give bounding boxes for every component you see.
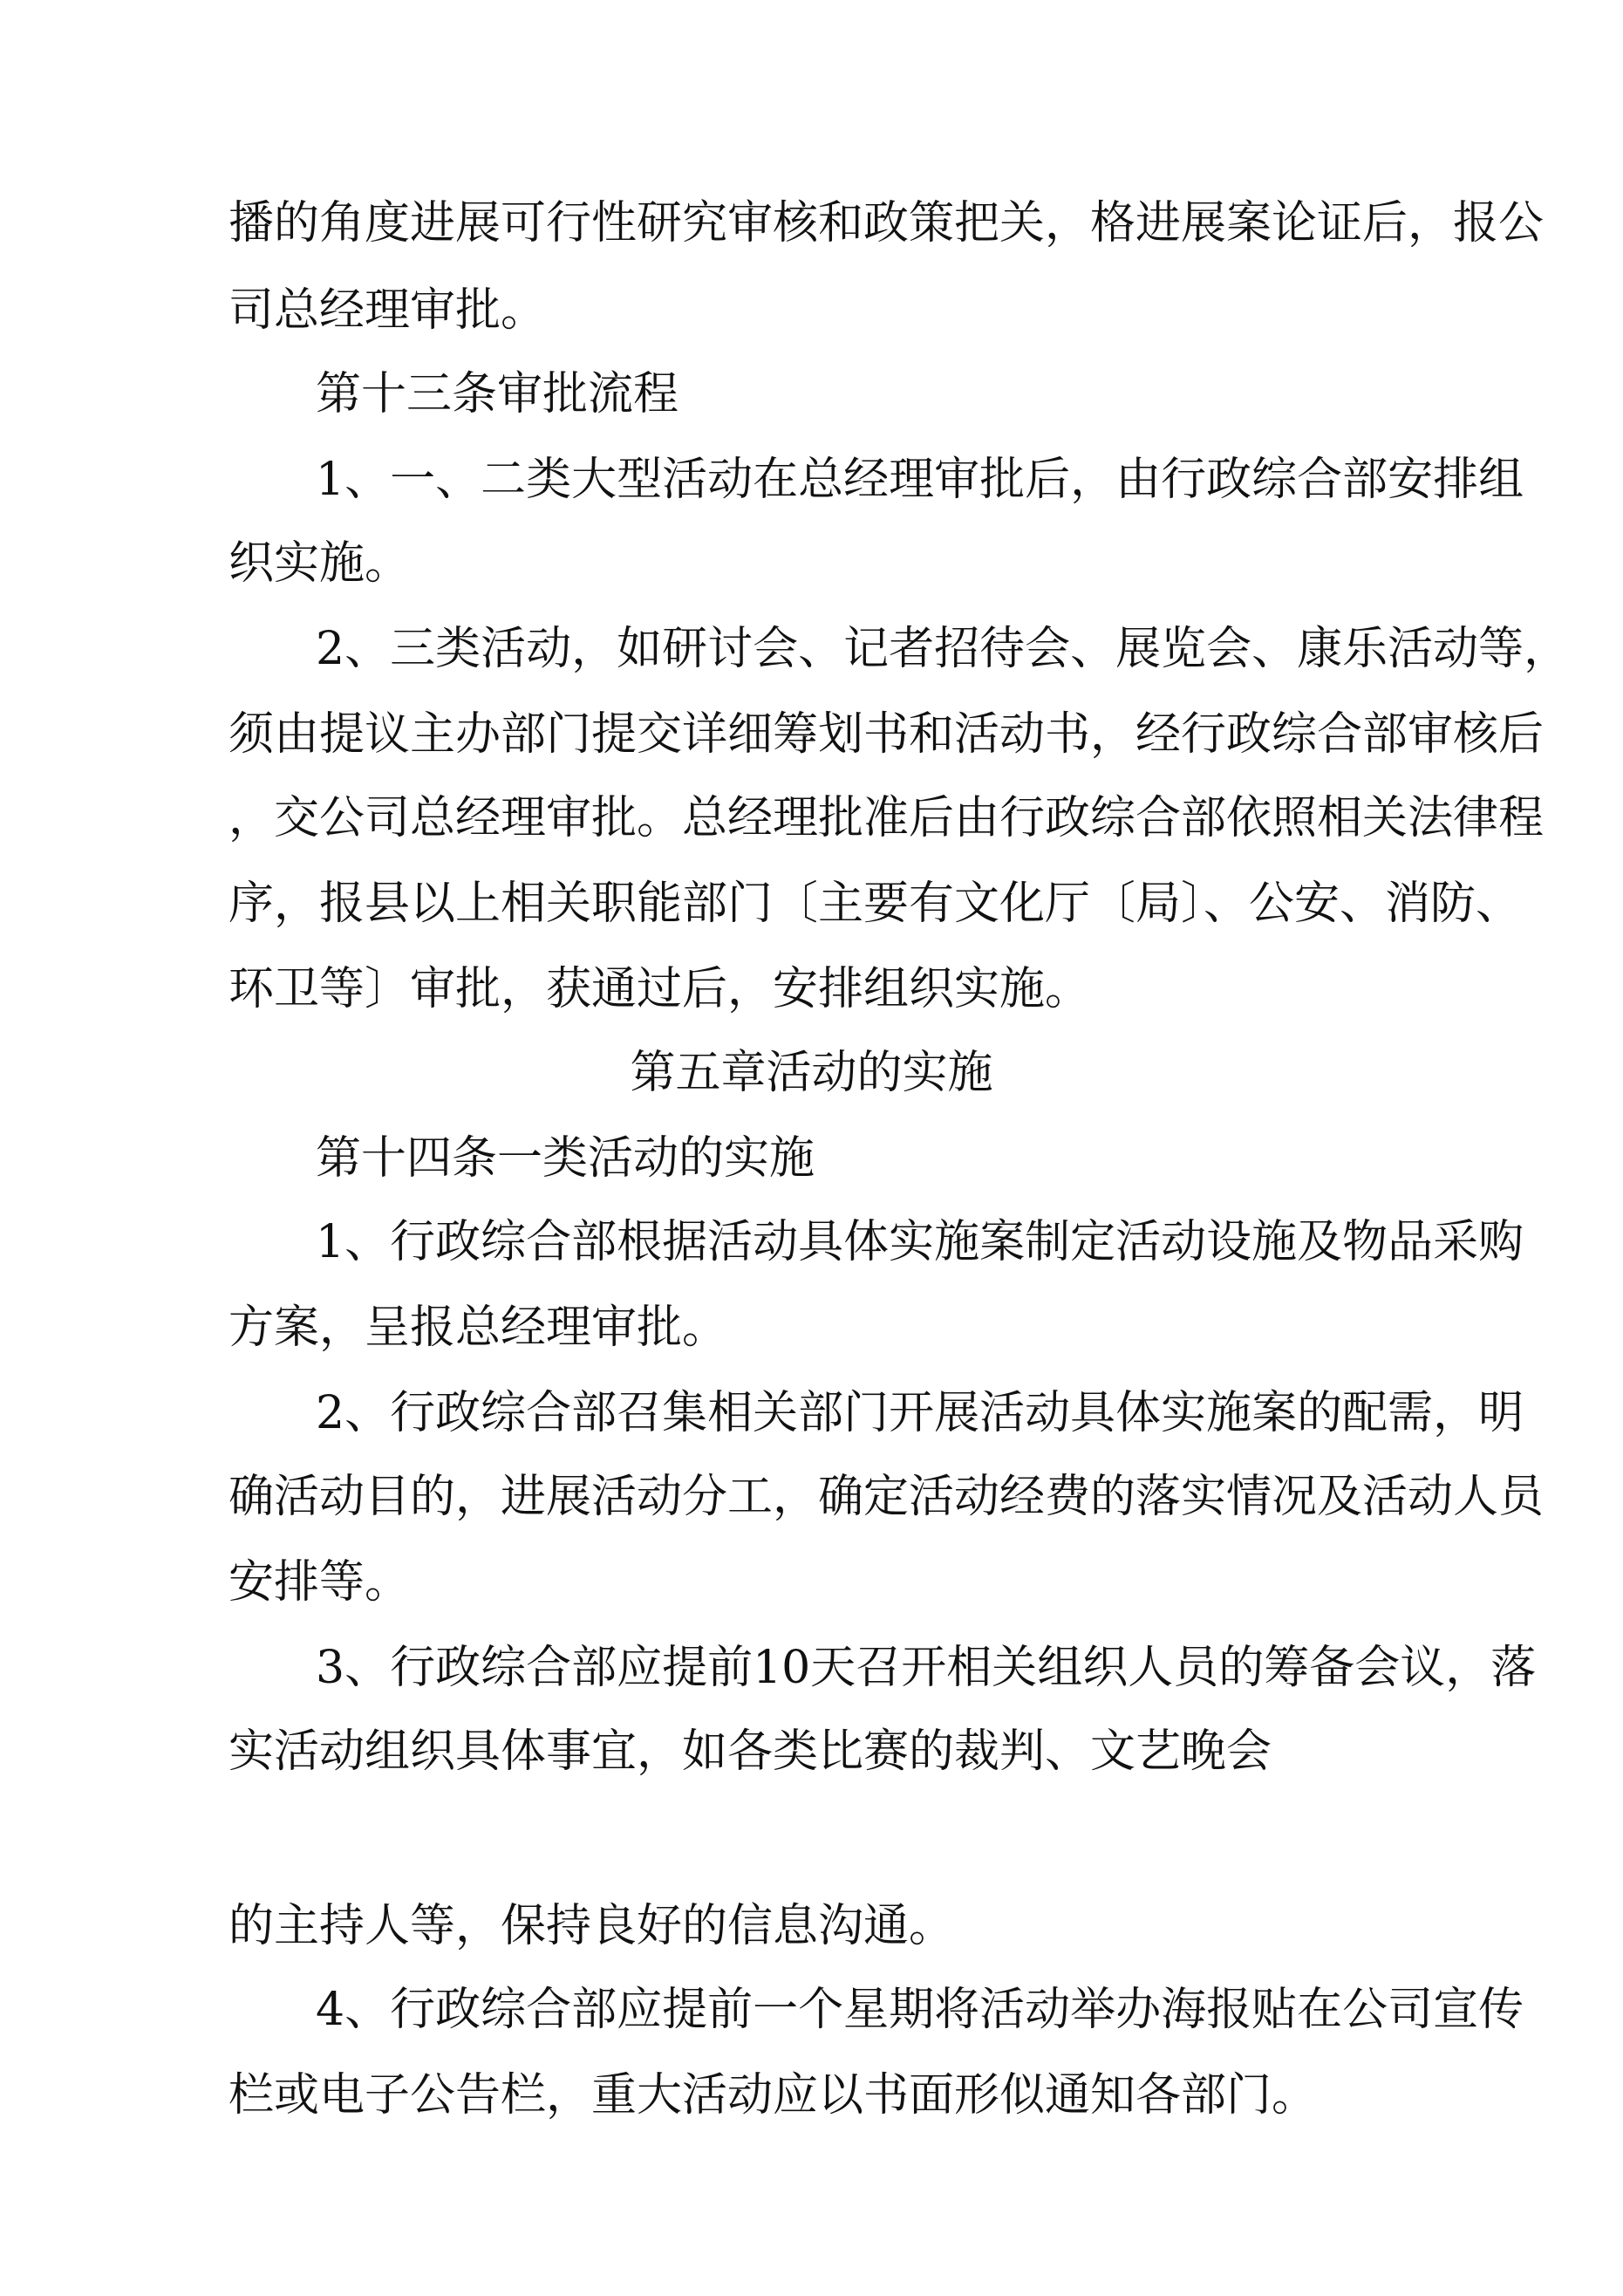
paragraph-line: ，交公司总经理审批。总经理批准后由行政综合部依照相关法律程 — [228, 792, 1545, 844]
paragraph-line: 须由提议主办部门提交详细筹划书和活动书，经行政综合部审核后 — [228, 708, 1545, 761]
paragraph-line: 方案，呈报总经理审批。 — [228, 1302, 728, 1354]
paragraph-line: 2、行政综合部召集相关部门开展活动具体实施案的配需，明 — [316, 1387, 1524, 1439]
paragraph-line: 确活动目的，进展活动分工，确定活动经费的落实情况及活动人员 — [228, 1471, 1545, 1523]
paragraph-line: 3、行政综合部应提前10天召开相关组织人员的筹备会议，落 — [316, 1642, 1537, 1694]
paragraph-line: 栏或电子公告栏，重大活动应以书面形似通知各部门。 — [228, 2069, 1318, 2122]
paragraph-line: 的主持人等，保持良好的信息沟通。 — [228, 1900, 955, 1952]
article-heading: 第十四条一类活动的实施 — [316, 1132, 815, 1185]
paragraph-line: 安排等。 — [228, 1556, 411, 1609]
article-heading: 第十三条审批流程 — [316, 368, 679, 420]
paragraph-line: 司总经理审批。 — [228, 284, 547, 337]
paragraph-line: 序，报县以上相关职能部门〔主要有文化厅〔局〕、公安、消防、 — [228, 878, 1522, 930]
paragraph-line: 环卫等〕审批，获通过后，安排组织实施。 — [228, 963, 1091, 1015]
chapter-heading: 第五章活动的实施 — [630, 1047, 993, 1099]
paragraph-line: 1、一、二类大型活动在总经理审批后，由行政综合部安排组 — [316, 454, 1524, 506]
paragraph-line: 织实施。 — [228, 537, 411, 590]
paragraph-line: 2、三类活动，如研讨会、记者招待会、展览会、康乐活动等， — [316, 623, 1570, 675]
paragraph-line: 1、行政综合部根据活动具体实施案制定活动设施及物品采购 — [316, 1216, 1524, 1268]
paragraph-line: 4、行政综合部应提前一个星期将活动举办海报贴在公司宣传 — [316, 1984, 1524, 2036]
paragraph-line: 播的角度进展可行性研究审核和政策把关，格进展案论证后，报公 — [228, 197, 1545, 249]
paragraph-line: 实活动组织具体事宜，如各类比赛的裁判、文艺晚会 — [228, 1725, 1272, 1778]
